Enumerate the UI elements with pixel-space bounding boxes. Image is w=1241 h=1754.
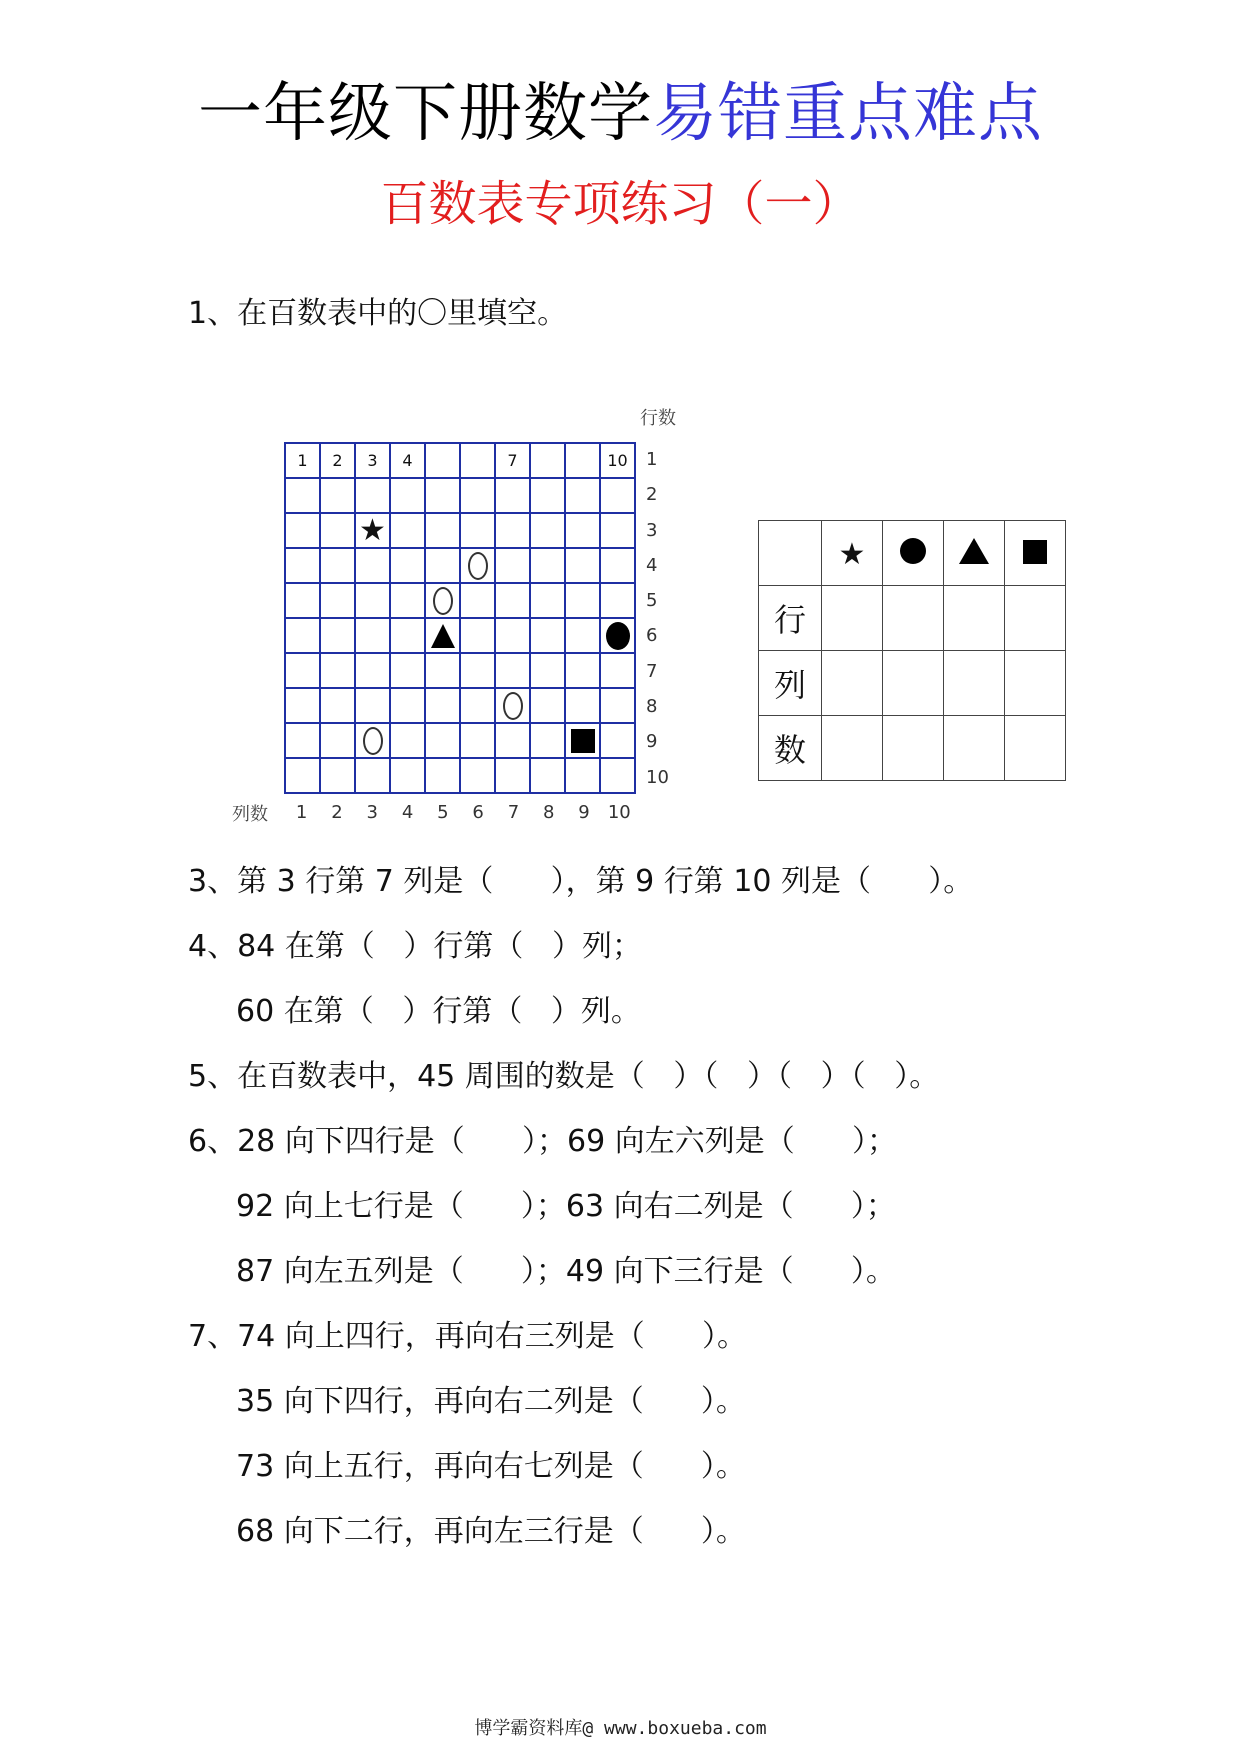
grid-cell (495, 548, 530, 583)
grid-cell (460, 513, 495, 548)
page-subtitle: 百数表专项练习（一） (380, 176, 861, 232)
question-7a: 7、74 向上四行，再向右三列是（ ）。 (188, 1319, 748, 1354)
symbol-shape (900, 538, 926, 564)
filled-circle-icon (601, 619, 634, 652)
grid-cell (565, 443, 600, 478)
answer-blank-cell[interactable] (944, 651, 1005, 716)
question-7c: 73 向上五行，再向右七列是（ ）。 (236, 1449, 746, 1484)
grid-cell (320, 548, 355, 583)
mark-shape (503, 692, 523, 720)
grid-cell (460, 688, 495, 723)
grid-cell (530, 653, 565, 688)
question-4b: 60 在第（ ）行第（ ）列。 (236, 994, 641, 1029)
grid-row (285, 443, 635, 478)
answer-blank-cell[interactable] (883, 586, 944, 651)
column-number: 2 (331, 802, 343, 823)
grid-cell (285, 723, 320, 758)
grid-cell (600, 758, 635, 793)
grid-cell (425, 443, 460, 478)
grid-cell (565, 688, 600, 723)
grid-cell (425, 583, 460, 618)
grid-cell (460, 478, 495, 513)
grid-cell (460, 548, 495, 583)
blank-circle-icon (461, 549, 494, 582)
answer-row (759, 651, 1066, 716)
column-number: 10 (607, 802, 631, 823)
grid-cell (390, 583, 425, 618)
triangle-icon (426, 619, 459, 652)
row-number: 5 (646, 590, 658, 612)
grid-row (285, 758, 635, 793)
grid-cell (460, 723, 495, 758)
column-number: 3 (366, 802, 378, 823)
grid-cell (600, 443, 635, 478)
grid-row (285, 688, 635, 723)
grid-row (285, 723, 635, 758)
grid-cell (355, 478, 390, 513)
row-number: 3 (646, 519, 658, 541)
grid-cell (530, 583, 565, 618)
question-7d: 68 向下二行，再向左三行是（ ）。 (236, 1514, 746, 1549)
row-number: 4 (646, 554, 658, 576)
grid-cell (460, 758, 495, 793)
grid-cell-number: 3 (367, 451, 378, 470)
row-axis-label: 行数 (640, 408, 676, 429)
column-number: 5 (437, 802, 449, 823)
grid-cell (565, 513, 600, 548)
grid-cell (425, 513, 460, 548)
grid-cell (320, 513, 355, 548)
grid-cell (355, 653, 390, 688)
filled-circle-icon (883, 521, 944, 586)
star-icon (822, 521, 883, 586)
grid-cell (390, 443, 425, 478)
answer-row-label: 行 (759, 586, 822, 651)
mark-shape (571, 729, 595, 753)
grid-cell (495, 478, 530, 513)
answer-row-label: 列 (759, 651, 822, 716)
answer-row (759, 716, 1066, 781)
square-icon (566, 724, 599, 757)
title-part-2: 易错重点难点 (653, 77, 1043, 151)
mark-shape (431, 624, 455, 648)
grid-cell (495, 653, 530, 688)
blank-circle-icon (426, 584, 459, 617)
grid-row (285, 583, 635, 618)
question-1: 1、在百数表中的〇里填空。 (188, 296, 568, 331)
question-5: 5、在百数表中，45 周围的数是（ ）（ ）（ ）（ ）。 (188, 1059, 940, 1094)
mark-shape: ★ (359, 512, 386, 548)
grid-cell-number: 7 (507, 451, 518, 470)
answer-row (759, 586, 1066, 651)
grid-cell (355, 548, 390, 583)
grid-cell (565, 653, 600, 688)
question-6b: 92 向上七行是（ ）；63 向右二列是（ ）； (236, 1189, 896, 1224)
grid-cell (320, 618, 355, 653)
grid-cell (320, 583, 355, 618)
grid-cell (285, 583, 320, 618)
grid-cell (390, 513, 425, 548)
answer-blank-cell[interactable] (822, 716, 883, 781)
grid-cell (320, 688, 355, 723)
column-number: 8 (543, 802, 555, 823)
row-number: 6 (646, 625, 658, 647)
grid-cell (495, 758, 530, 793)
grid-cell (600, 688, 635, 723)
grid-cell (355, 513, 390, 548)
page-title (0, 62, 1241, 154)
grid-cell (565, 583, 600, 618)
grid-cell (355, 583, 390, 618)
grid-cell (390, 618, 425, 653)
mark-shape (606, 622, 630, 650)
title-part-1: 一年级下册数学 (198, 77, 653, 151)
grid-row (285, 478, 635, 513)
column-number: 4 (401, 802, 414, 823)
row-number: 1 (646, 449, 658, 470)
answer-header-row (759, 521, 1066, 586)
row-number: 7 (646, 660, 658, 682)
answer-corner-cell (759, 521, 822, 586)
grid-cell (425, 478, 460, 513)
grid-cell (425, 618, 460, 653)
answer-blank-cell[interactable] (1005, 651, 1066, 716)
symbol-glyph: ★ (838, 537, 866, 572)
grid-cell (530, 478, 565, 513)
grid-cell (495, 688, 530, 723)
grid-row (285, 513, 635, 548)
grid-cell (530, 548, 565, 583)
blank-circle-icon (356, 724, 389, 757)
column-number-labels (284, 802, 637, 823)
row-number: 2 (646, 484, 658, 506)
grid-cell (565, 478, 600, 513)
grid-cell (565, 618, 600, 653)
question-6a: 6、28 向下四行是（ ）；69 向左六列是（ ）； (188, 1124, 897, 1159)
mark-shape (468, 552, 488, 580)
symbol-shape (959, 538, 989, 564)
grid-cell (390, 688, 425, 723)
grid-cell (355, 723, 390, 758)
grid-cell (390, 653, 425, 688)
grid-cell-number: 10 (607, 451, 628, 470)
column-axis-label: 列数 (232, 804, 268, 825)
grid-cell (495, 513, 530, 548)
star-icon (356, 514, 389, 547)
answer-blank-cell[interactable] (822, 651, 883, 716)
answer-blank-cell[interactable] (883, 651, 944, 716)
square-icon (1005, 521, 1066, 586)
grid-cell (460, 618, 495, 653)
answer-blank-cell[interactable] (944, 716, 1005, 781)
grid-row (285, 653, 635, 688)
grid-cell (495, 618, 530, 653)
grid-cell (425, 758, 460, 793)
grid-cell (530, 618, 565, 653)
grid-row (285, 548, 635, 583)
grid-cell (320, 653, 355, 688)
grid-cell (495, 443, 530, 478)
grid-cell (530, 758, 565, 793)
grid-cell (355, 758, 390, 793)
grid-cell-number: 2 (332, 451, 343, 470)
grid-cell (425, 653, 460, 688)
grid-cell (320, 758, 355, 793)
answer-blank-cell[interactable] (822, 586, 883, 651)
grid-cell (530, 513, 565, 548)
row-number-labels (646, 442, 669, 795)
grid-cell (530, 723, 565, 758)
grid-cell (425, 723, 460, 758)
grid-cell (285, 548, 320, 583)
grid-cell (600, 513, 635, 548)
grid-cell (285, 758, 320, 793)
grid-row (285, 618, 635, 653)
answer-table (758, 520, 1066, 781)
answer-blank-cell[interactable] (944, 586, 1005, 651)
grid-cell (600, 723, 635, 758)
grid-cell (600, 548, 635, 583)
column-number: 7 (507, 802, 520, 823)
grid-cell (600, 653, 635, 688)
symbol-shape (1023, 540, 1047, 564)
grid-cell (565, 548, 600, 583)
grid-cell (495, 583, 530, 618)
grid-cell (285, 443, 320, 478)
answer-blank-cell[interactable] (1005, 716, 1066, 781)
answer-row-label: 数 (759, 716, 822, 781)
grid-cell (320, 723, 355, 758)
grid-cell (285, 688, 320, 723)
grid-cell (390, 758, 425, 793)
grid-cell (285, 653, 320, 688)
grid-cell (320, 443, 355, 478)
grid-cell (285, 618, 320, 653)
grid-cell (390, 478, 425, 513)
grid-cell (425, 688, 460, 723)
column-number: 1 (295, 802, 308, 823)
grid-cell (460, 583, 495, 618)
grid-cell-number: 1 (297, 451, 308, 470)
mark-shape (363, 727, 383, 755)
question-6c: 87 向左五列是（ ）；49 向下三行是（ ）。 (236, 1254, 896, 1289)
question-3: 3、第 3 行第 7 列是（ ），第 9 行第 10 列是（ ）。 (188, 864, 974, 899)
grid-cell (565, 758, 600, 793)
blank-circle-icon (496, 689, 529, 722)
answer-blank-cell[interactable] (1005, 586, 1066, 651)
column-number: 6 (472, 802, 484, 823)
footer-watermark: 博学霸资料库@ www.boxueba.com (474, 1718, 767, 1739)
hundred-grid (284, 442, 636, 794)
grid-cell (285, 513, 320, 548)
grid-cell (285, 478, 320, 513)
grid-cell (320, 478, 355, 513)
triangle-icon (944, 521, 1005, 586)
grid-cell (530, 688, 565, 723)
grid-cell (600, 618, 635, 653)
grid-cell (355, 443, 390, 478)
grid-cell (460, 653, 495, 688)
grid-cell (565, 723, 600, 758)
question-4a: 4、84 在第（ ）行第（ ）列； (188, 929, 643, 964)
grid-cell (600, 583, 635, 618)
grid-cell (600, 478, 635, 513)
grid-cell (495, 723, 530, 758)
row-number: 10 (646, 766, 669, 788)
mark-shape (433, 587, 453, 615)
grid-cell (390, 723, 425, 758)
row-number: 9 (646, 731, 658, 753)
grid-cell (355, 688, 390, 723)
grid-cell (460, 443, 495, 478)
answer-blank-cell[interactable] (883, 716, 944, 781)
grid-cell (355, 618, 390, 653)
grid-cell-number: 4 (402, 451, 413, 470)
grid-cell (530, 443, 565, 478)
question-7b: 35 向下四行，再向右二列是（ ）。 (236, 1384, 746, 1419)
grid-cell (390, 548, 425, 583)
row-number: 8 (646, 696, 658, 718)
column-number: 9 (578, 802, 590, 823)
grid-cell (425, 548, 460, 583)
